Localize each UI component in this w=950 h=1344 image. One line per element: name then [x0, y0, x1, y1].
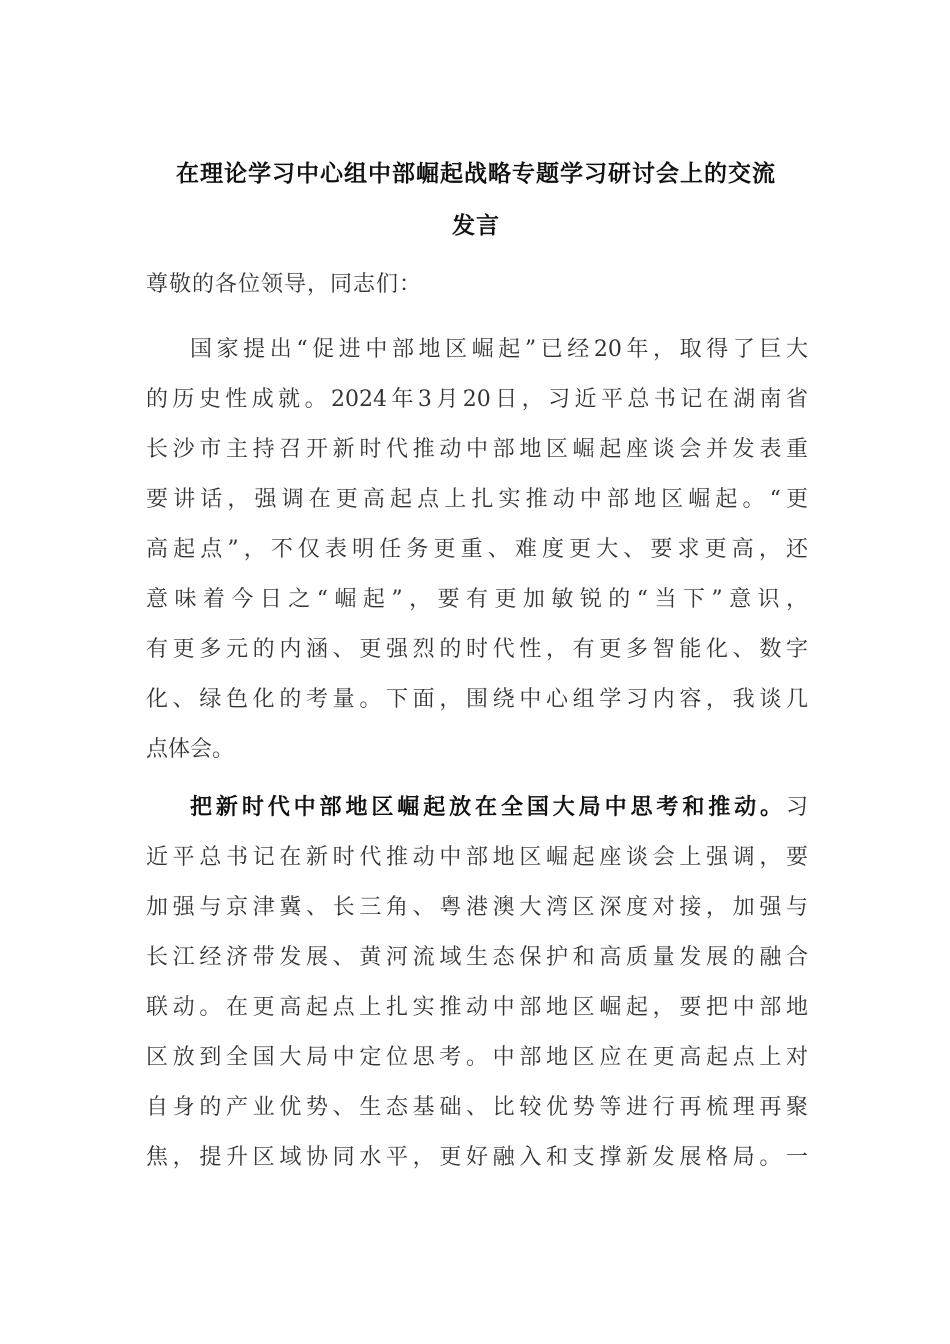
paragraph-line: 点体会。 [146, 737, 235, 762]
paragraph-line: 区放到全国大局中定位思考。中部地区应在更高起点上对 [146, 1045, 808, 1070]
paragraph-line: 加强与京津冀、长三角、粤港澳大湾区深度对接，加强与 [146, 895, 808, 920]
section-lead-heading: 把新时代中部地区崛起放在全国大局中思考和推动。 [190, 795, 786, 820]
paragraph-line: 国家提出“促进中部地区崛起”已经20年，取得了巨大 [190, 337, 808, 362]
paragraph-text: 习 [785, 795, 808, 820]
paragraph-line: 长沙市主持召开新时代推动中部地区崛起座谈会并发表重 [146, 437, 808, 462]
paragraph-line: 近平总书记在新时代推动中部地区崛起座谈会上强调，要 [146, 845, 808, 870]
paragraph-line: 自身的产业优势、生态基础、比较优势等进行再梳理再聚 [146, 1095, 808, 1120]
salutation: 尊敬的各位领导，同志们： [146, 272, 423, 297]
paragraph-line: 有更多元的内涵、更强烈的时代性，有更多智能化、数字 [146, 637, 808, 662]
paragraph-line: 焦，提升区域协同水平，更好融入和支撑新发展格局。一 [146, 1145, 808, 1170]
paragraph-first-line [190, 791, 808, 825]
paragraph-line: 高起点”，不仅表明任务更重、难度更大、要求更高，还 [146, 537, 808, 562]
document-title-line-2: 发言 [452, 213, 500, 239]
paragraph-line: 长江经济带发展、黄河流域生态保护和高质量发展的融合 [146, 945, 808, 970]
paragraph-line: 要讲话，强调在更高起点上扎实推动中部地区崛起。“更 [146, 487, 808, 512]
paragraph-line: 化、绿色化的考量。下面，围绕中心组学习内容，我谈几 [146, 687, 808, 712]
paragraph-line: 联动。在更高起点上扎实推动中部地区崛起，要把中部地 [146, 995, 808, 1020]
document-title-line-1: 在理论学习中心组中部崛起战略专题学习研讨会上的交流 [176, 161, 776, 187]
paragraph-line: 意味着今日之“崛起”，要有更加敏锐的“当下”意识， [146, 587, 808, 612]
paragraph-line: 的历史性成就。2024年3月20日，习近平总书记在湖南省 [146, 387, 808, 412]
